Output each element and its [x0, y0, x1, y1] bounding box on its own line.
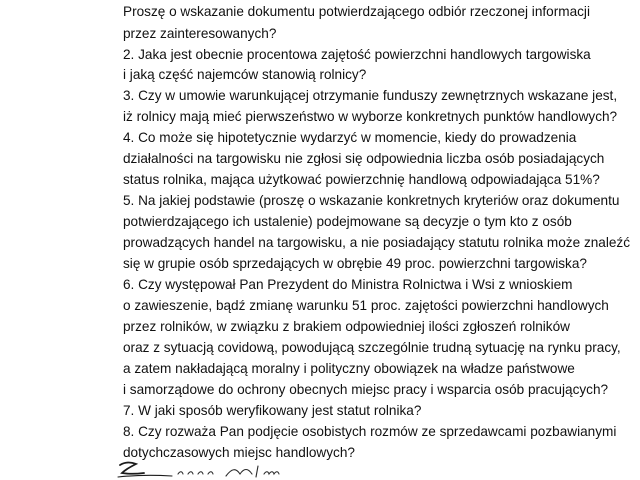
- text-line: i jaką część najemców stanowią rolnicy?: [123, 67, 367, 82]
- text-line: 8. Czy rozważa Pan podjęcie osobistych rozmów ze sprzedawcami pozbawianymi: [123, 424, 617, 439]
- text-line: potwierdzającego ich ustalenie) podejmowane są decyzje o tym kto z osób: [123, 214, 572, 229]
- text-line: 3. Czy w umowie warunkującej otrzymanie funduszy zewnętrznych wskazane jest,: [123, 88, 618, 103]
- text-line: przez rolników, w związku z brakiem odpowiedniej ilości zgłoszeń rolników: [123, 319, 570, 334]
- text-line: i samorządowe do ochrony obecnych miejsc pracy i wsparcia osób pracujących?: [123, 382, 609, 397]
- text-line: 2. Jaka jest obecnie procentowa zajętość powierzchni handlowych targowiska: [123, 47, 591, 62]
- text-line: się w grupie osób sprzedających w obrębie 49 proc. powierzchni targowiska?: [123, 256, 587, 271]
- text-line: dotychczasowych miejsc handlowych?: [123, 445, 355, 460]
- text-line: iż rolnicy mają mieć pierwszeństwo w wyborze konkretnych punktów handlowych?: [123, 109, 618, 124]
- text-line: działalności na targowisku nie zgłosi się odpowiednia liczba osób posiadających: [123, 151, 605, 166]
- text-line: o zawieszenie, bądź zmianę warunku 51 proc. zajętości powierzchni handlowych: [123, 298, 609, 313]
- text-line: 4. Co może się hipotetycznie wydarzyć w momencie, kiedy do prowadzenia: [123, 130, 577, 145]
- text-line: status rolnika, mająca użytkować powierzchnię handlową odpowiadająca 51%?: [123, 172, 600, 187]
- text-line: a zatem nakładającą moralny i polityczny obowiązek na władze państwowe: [123, 361, 575, 376]
- text-line: 5. Na jakiej podstawie (proszę o wskazanie konkretnych kryteriów oraz dokumentu: [123, 193, 620, 208]
- text-line: Proszę o wskazanie dokumentu potwierdzającego odbiór rzeczonej informacji: [123, 4, 590, 19]
- text-line: 6. Czy występował Pan Prezydent do Ministra Rolnictwa i Wsi z wnioskiem: [123, 277, 573, 292]
- handwritten-signature: [116, 458, 316, 480]
- text-line: oraz z sytuacją covidową, powodującą szczególnie trudną sytuację na rynku pracy,: [123, 340, 621, 355]
- text-line: przez zainteresowanych?: [123, 26, 277, 41]
- text-line: prowadzących handel na targowisku, a nie posiadający statutu rolnika może znaleźć: [123, 235, 631, 250]
- text-line: 7. W jaki sposób weryfikowany jest statut rolnika?: [123, 403, 422, 418]
